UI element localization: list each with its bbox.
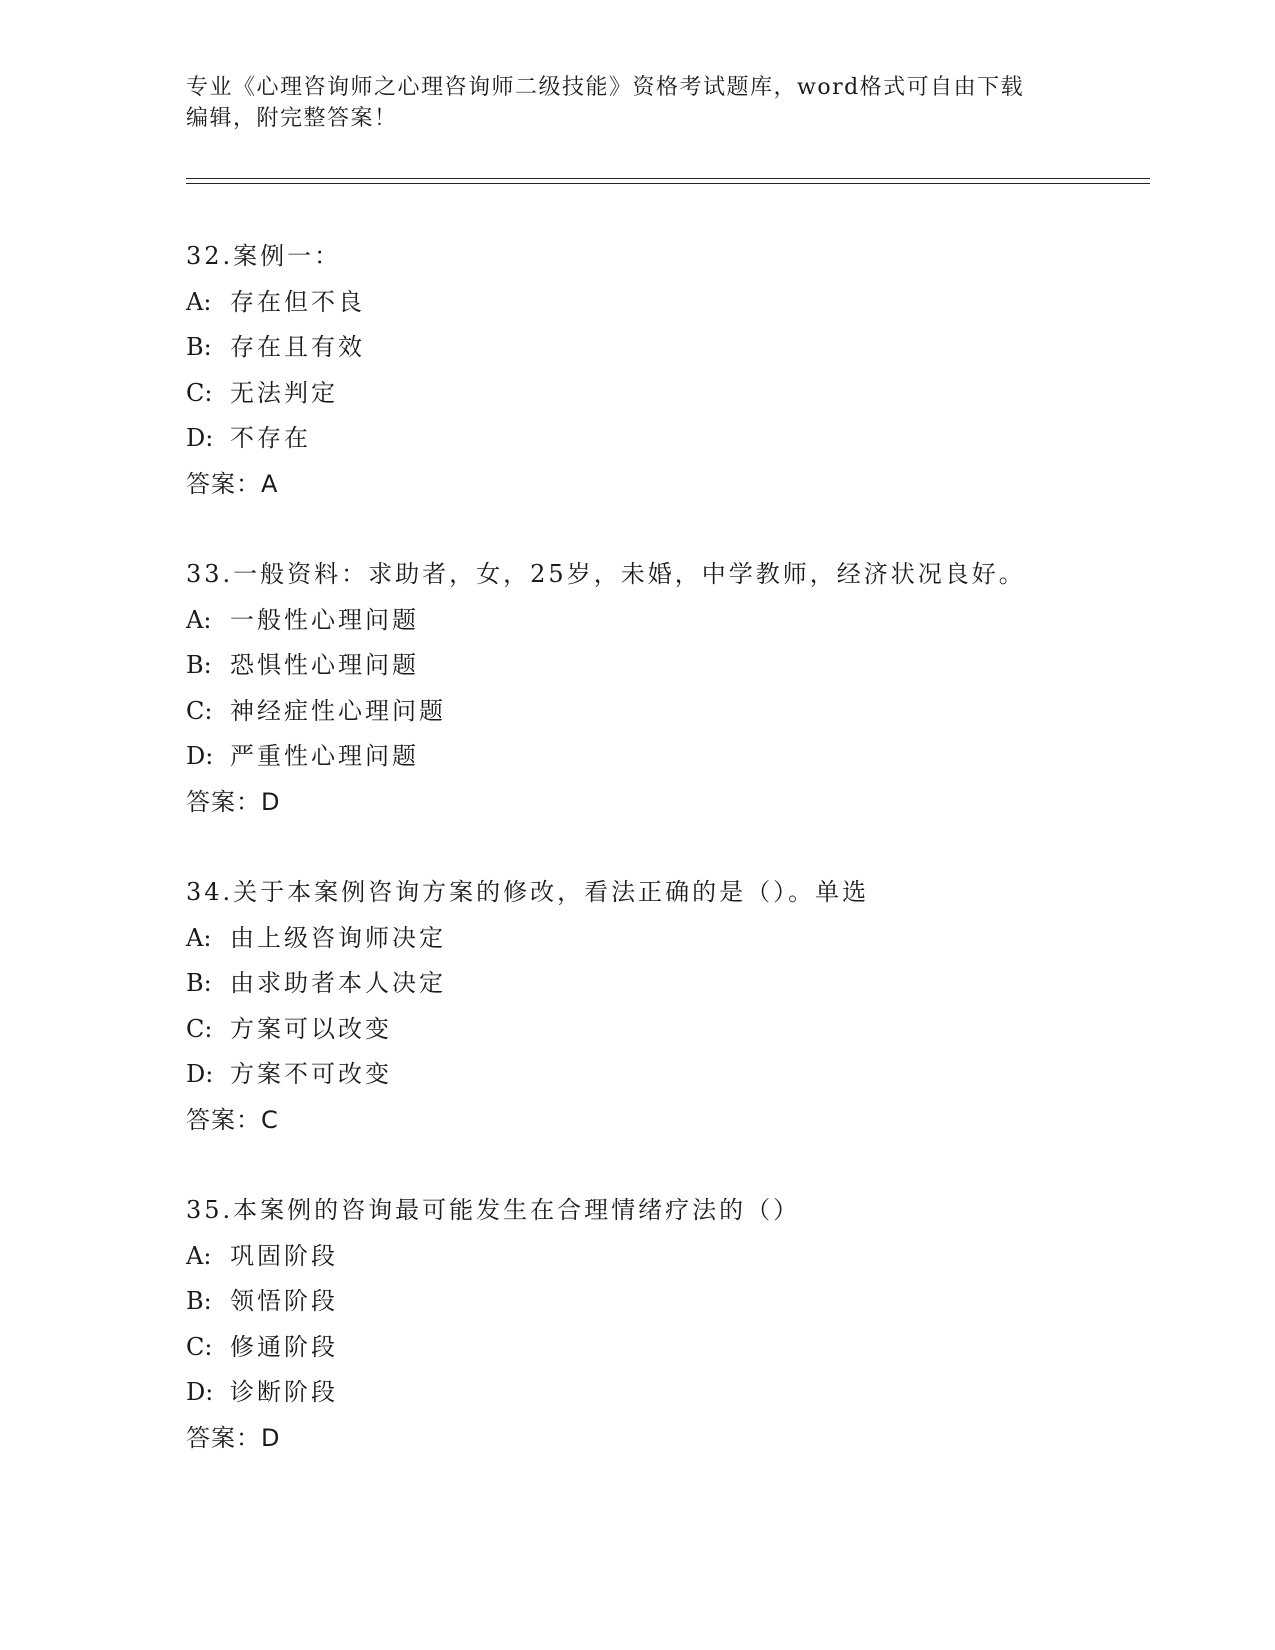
option-text: 诊断阶段	[230, 1378, 338, 1406]
option-text: 一般性心理问题	[230, 605, 419, 634]
option-d	[186, 734, 1146, 780]
question-stem: 32.案例一：	[186, 242, 342, 270]
option-letter: A:	[186, 605, 212, 634]
option-text: 不存在	[230, 424, 311, 452]
option-d	[186, 1370, 1146, 1416]
header-divider-top	[186, 178, 1150, 179]
option-letter: C:	[186, 696, 213, 725]
option-text: 神经症性心理问题	[230, 696, 446, 725]
option-letter: D:	[186, 1060, 214, 1088]
question-block	[186, 552, 1146, 825]
option-text: 恐惧性心理问题	[230, 651, 419, 679]
option-d	[186, 1052, 1146, 1098]
answer-line: 答案：C	[186, 1105, 279, 1134]
question-block	[186, 870, 1146, 1143]
header-divider-bottom	[186, 183, 1150, 184]
option-a	[186, 1234, 1146, 1280]
option-text: 领悟阶段	[230, 1287, 338, 1315]
option-letter: A:	[186, 923, 212, 952]
option-letter: D:	[186, 424, 214, 452]
option-letter: B:	[186, 333, 212, 361]
option-text: 巩固阶段	[230, 1241, 338, 1270]
answer-line: 答案：D	[186, 1423, 281, 1452]
option-text: 由求助者本人决定	[230, 969, 446, 997]
option-text: 由上级咨询师决定	[230, 923, 446, 952]
option-a	[186, 598, 1146, 644]
option-b	[186, 961, 1146, 1007]
option-letter: B:	[186, 1287, 212, 1315]
header-line-1: 专业《心理咨询师之心理咨询师二级技能》资格考试题库，word格式可自由下载	[186, 75, 1025, 100]
option-text: 方案可以改变	[230, 1014, 392, 1043]
header-line-2: 编辑，附完整答案！	[186, 106, 398, 131]
option-letter: C:	[186, 378, 213, 407]
option-c	[186, 689, 1146, 735]
option-a	[186, 280, 1146, 326]
option-letter: D:	[186, 742, 214, 770]
option-text: 存在且有效	[230, 333, 365, 361]
option-d	[186, 416, 1146, 462]
option-b	[186, 325, 1146, 371]
answer-line: 答案：D	[186, 787, 281, 816]
answer-line: 答案：A	[186, 469, 279, 498]
option-letter: C:	[186, 1014, 213, 1043]
option-letter: C:	[186, 1332, 213, 1361]
option-text: 无法判定	[230, 378, 338, 407]
question-stem: 33.一般资料：求助者，女，25岁，未婚，中学教师，经济状况良好。	[186, 560, 1026, 588]
option-c	[186, 1007, 1146, 1053]
option-text: 方案不可改变	[230, 1060, 392, 1088]
option-letter: B:	[186, 969, 212, 997]
option-letter: A:	[186, 287, 212, 316]
question-stem: 34.关于本案例咨询方案的修改，看法正确的是（）。单选	[186, 878, 870, 906]
question-block	[186, 234, 1146, 507]
option-text: 存在但不良	[230, 287, 365, 316]
option-b	[186, 1279, 1146, 1325]
option-b	[186, 643, 1146, 689]
question-stem: 35.本案例的咨询最可能发生在合理情绪疗法的（）	[186, 1196, 801, 1224]
option-letter: D:	[186, 1378, 214, 1406]
option-text: 修通阶段	[230, 1332, 338, 1361]
option-c	[186, 371, 1146, 417]
option-text: 严重性心理问题	[230, 742, 419, 770]
document-header	[186, 72, 1066, 134]
question-block	[186, 1188, 1146, 1461]
option-letter: A:	[186, 1241, 212, 1270]
option-letter: B:	[186, 651, 212, 679]
option-a	[186, 916, 1146, 962]
option-c	[186, 1325, 1146, 1371]
